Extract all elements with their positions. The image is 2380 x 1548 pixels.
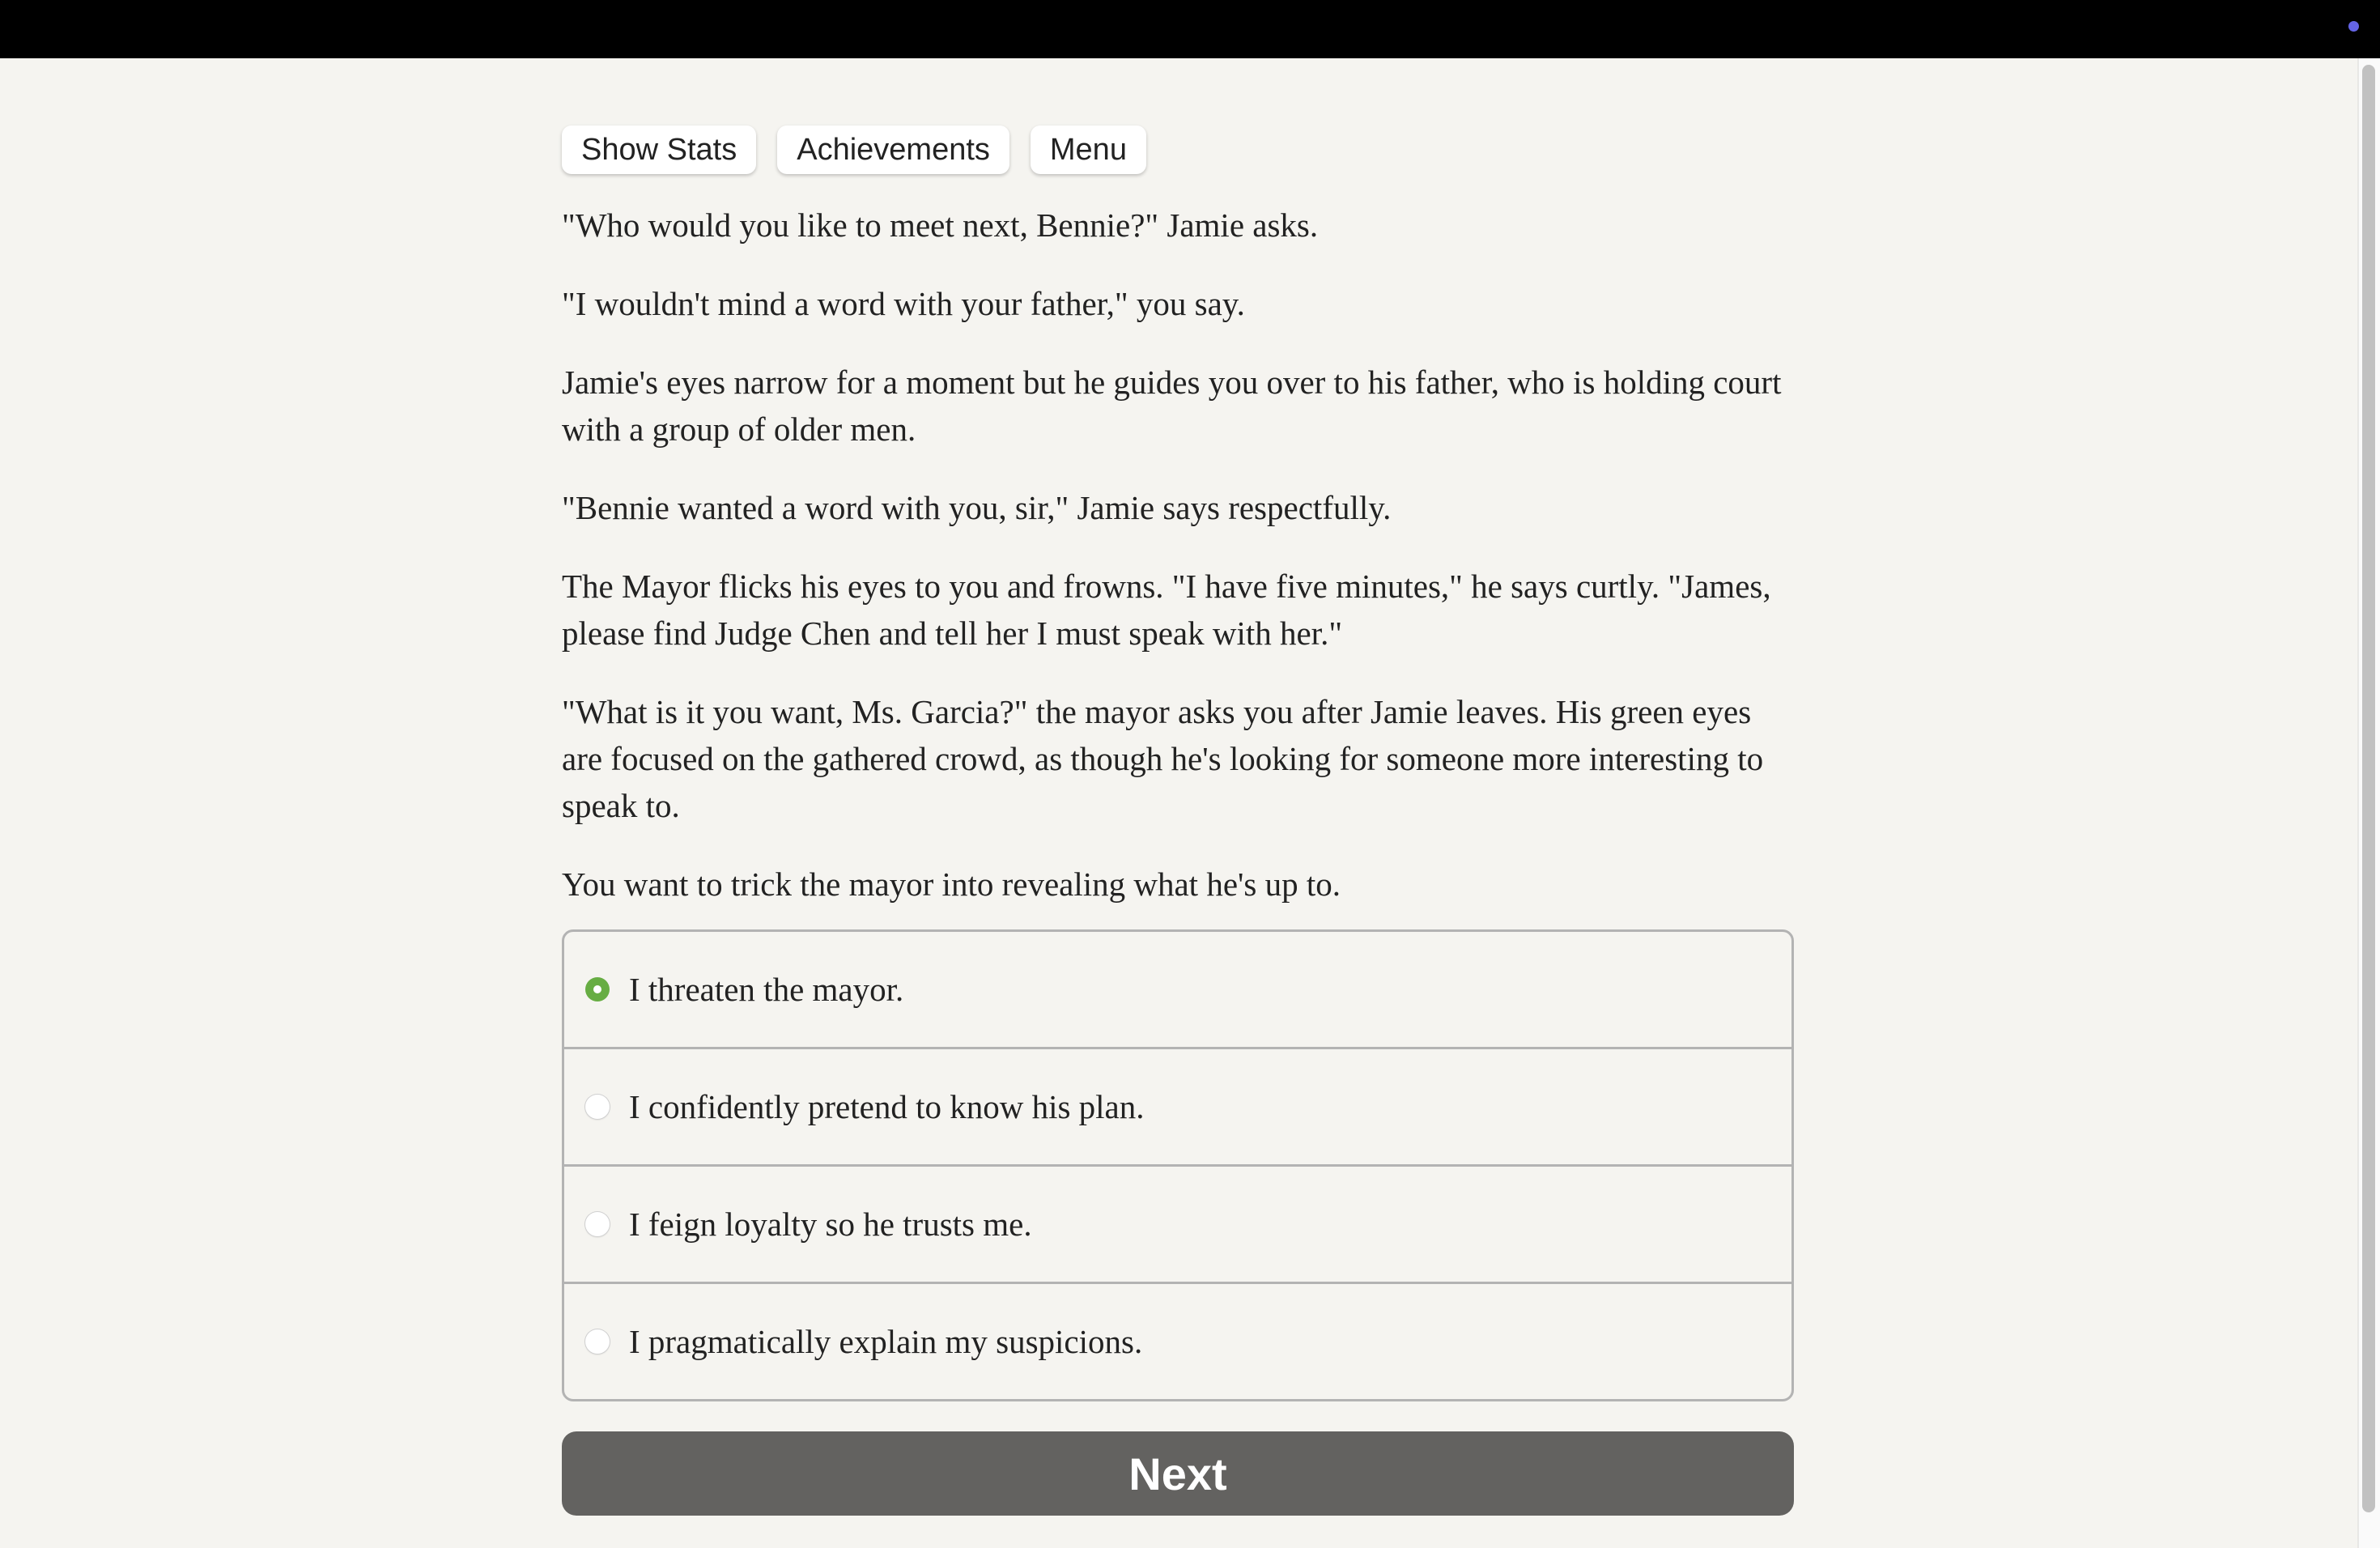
choice-list xyxy=(562,929,1794,1401)
radio-unchecked-icon[interactable] xyxy=(585,1329,610,1354)
choice-option-feign-loyalty[interactable] xyxy=(564,1164,1791,1282)
game-page xyxy=(562,125,1794,1516)
choice-label: I pragmatically explain my suspicions. xyxy=(629,1323,1143,1360)
choice-option-threaten[interactable] xyxy=(564,932,1791,1047)
toolbar xyxy=(562,125,1794,176)
story-text xyxy=(562,202,1794,908)
choice-label: I feign loyalty so he trusts me. xyxy=(629,1206,1032,1243)
choice-label: I threaten the mayor. xyxy=(629,971,904,1008)
story-paragraph: You want to trick the mayor into revealing what he's up to. xyxy=(562,865,1341,903)
choice-option-pretend[interactable] xyxy=(564,1047,1791,1164)
top-bar xyxy=(0,0,2380,58)
radio-unchecked-icon[interactable] xyxy=(585,1212,610,1236)
show-stats-button[interactable]: Show Stats xyxy=(562,125,756,174)
story-paragraph: "Bennie wanted a word with you, sir," Jamie says respectfully. xyxy=(562,489,1392,526)
story-paragraph: "What is it you want, Ms. Garcia?" the mayor asks you after Jamie leaves. His green eyes are focused on the gathered crowd, as though he's looking for someone more interesting to speak to. xyxy=(562,693,1764,824)
radio-checked-icon[interactable] xyxy=(585,977,610,1002)
next-button[interactable]: Next xyxy=(562,1431,1794,1516)
choice-label: I confidently pretend to know his plan. xyxy=(629,1088,1145,1125)
scrollbar-thumb[interactable] xyxy=(2362,65,2375,1512)
menu-button[interactable]: Menu xyxy=(1031,125,1146,174)
story-paragraph: The Mayor flicks his eyes to you and frowns. "I have five minutes," he says curtly. "James, please find Judge Chen and tell her I must speak with her." xyxy=(562,568,1771,652)
radio-unchecked-icon[interactable] xyxy=(585,1095,610,1119)
choice-option-explain[interactable] xyxy=(564,1282,1791,1399)
achievements-button[interactable]: Achievements xyxy=(777,125,1009,174)
story-paragraph: Jamie's eyes narrow for a moment but he guides you over to his father, who is holding court with a group of older men. xyxy=(562,364,1782,448)
story-paragraph: "Who would you like to meet next, Bennie?" Jamie asks. xyxy=(562,206,1319,244)
status-dot-icon xyxy=(2348,21,2359,32)
story-paragraph: "I wouldn't mind a word with your father," you say. xyxy=(562,285,1245,322)
